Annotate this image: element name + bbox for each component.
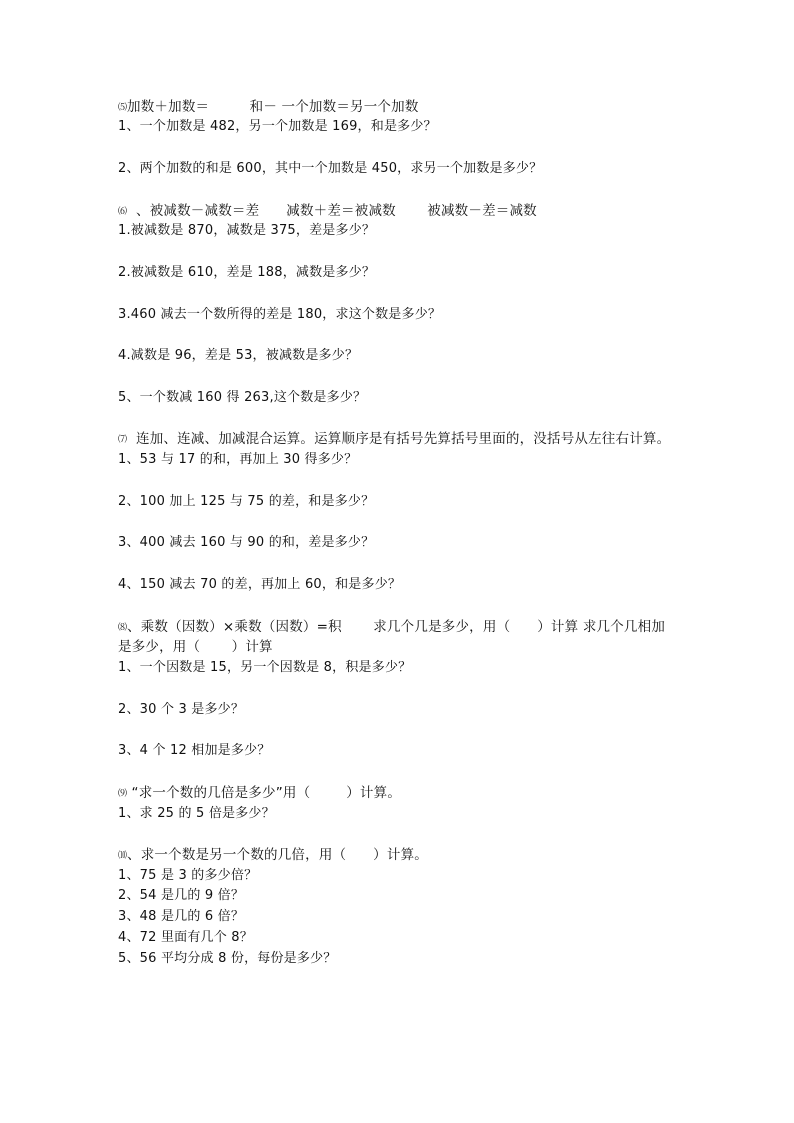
section-8-heading-text: 、乘数（因数）×乘数（因数）=积 求几个几是多少，用（ ）计算 求几个几相加 <box>127 619 666 635</box>
section-5-heading-text: 加数＋加数＝ 和－ 一个加数＝另一个加数 <box>127 99 419 115</box>
section-10-question-5: 5、56 平均分成 8 份，每份是多少？ <box>118 951 337 966</box>
section-6-question-5: 5、一个数减 160 得 263,这个数是多少？ <box>118 390 367 405</box>
section-6-heading <box>118 202 537 221</box>
section-10-question-2: 2、54 是几的 9 倍？ <box>118 888 245 903</box>
section-6-question-3: 3.460 减去一个数所得的差是 180，求这个数是多少？ <box>118 307 442 322</box>
section-8-question-3: 3、4 个 12 相加是多少？ <box>118 743 271 758</box>
section-5-marker: ⑸ <box>118 103 128 113</box>
section-6-question-2: 2.被减数是 610，差是 188，减数是多少？ <box>118 265 376 280</box>
section-8-heading-continued: 是多少，用（ ）计算 <box>118 639 273 655</box>
section-9-heading-text: “求一个数的几倍是多少”用（ ）计算。 <box>127 785 402 801</box>
section-6-question-4: 4.减数是 96，差是 53，被减数是多少？ <box>118 348 359 363</box>
section-9-marker: ⑼ <box>118 789 128 799</box>
section-10-question-1: 1、75 是 3 的多少倍？ <box>118 868 258 883</box>
section-7-question-4: 4、150 减去 70 的差，再加上 60，和是多少？ <box>118 577 402 592</box>
section-10-marker: ⑽ <box>118 851 128 861</box>
section-7-question-1: 1、53 与 17 的和，再加上 30 得多少？ <box>118 452 358 467</box>
section-8-marker: ⑻ <box>118 623 128 633</box>
section-6-heading-text: 、被减数－减数＝差 减数＋差＝被减数 被减数－差＝减数 <box>127 203 537 219</box>
section-7-heading-text: 连加、连减、加减混合运算。运算顺序是有括号先算括号里面的，没括号从左往右计算。 <box>127 431 671 447</box>
section-6-question-1: 1.被减数是 870，减数是 375，差是多少？ <box>118 223 376 238</box>
section-8-heading <box>118 618 665 637</box>
section-7-question-2: 2、100 加上 125 与 75 的差，和是多少？ <box>118 494 375 509</box>
section-5-question-1: 1、一个加数是 482，另一个加数是 169，和是多少？ <box>118 119 437 134</box>
section-10-heading <box>118 846 428 865</box>
section-9-heading <box>118 784 401 803</box>
section-5-question-2: 2、两个加数的和是 600，其中一个加数是 450，求另一个加数是多少？ <box>118 161 543 176</box>
section-9-question-1: 1、求 25 的 5 倍是多少？ <box>118 806 275 821</box>
section-7-heading <box>118 430 670 449</box>
section-10-question-3: 3、48 是几的 6 倍？ <box>118 909 245 924</box>
section-6-marker: ⑹ <box>118 207 128 217</box>
section-7-marker: ⑺ <box>118 435 128 445</box>
section-10-question-4: 4、72 里面有几个 8？ <box>118 930 253 945</box>
section-8-question-2: 2、30 个 3 是多少？ <box>118 702 245 717</box>
section-8-question-1: 1、一个因数是 15，另一个因数是 8，积是多少？ <box>118 660 412 675</box>
section-7-question-3: 3、400 减去 160 与 90 的和，差是多少？ <box>118 535 375 550</box>
section-10-heading-text: 、求一个数是另一个数的几倍，用（ ）计算。 <box>127 847 428 863</box>
section-5-heading <box>118 98 419 117</box>
